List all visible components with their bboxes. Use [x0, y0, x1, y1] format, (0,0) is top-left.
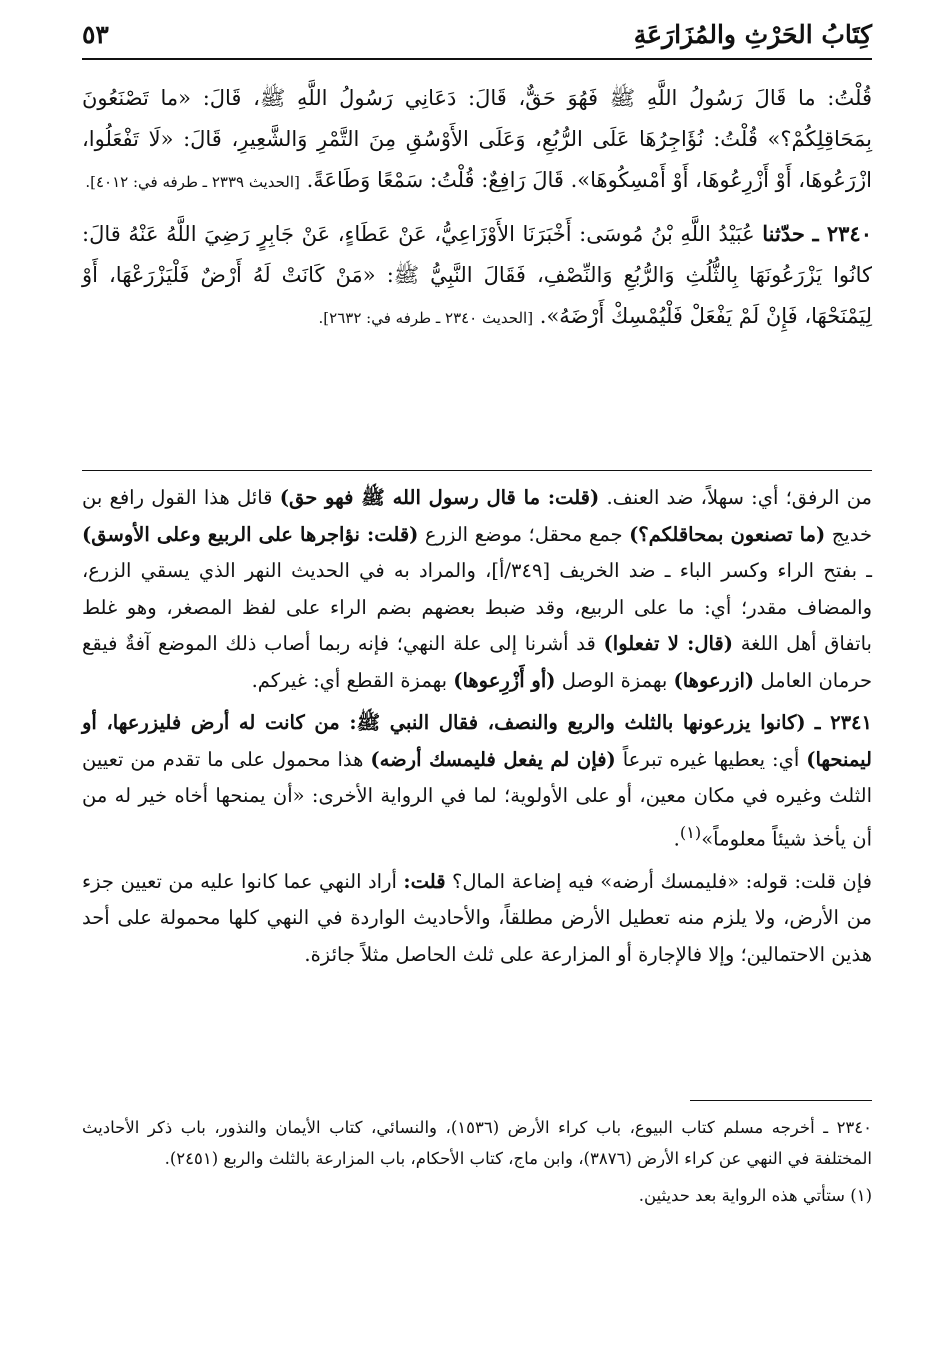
commentary-text: قائل هذا القول رافع بن خديج	[82, 486, 873, 546]
commentary-quote: (قلت: نؤاجرها على الربيع وعلى الأوسق)	[82, 522, 419, 546]
commentary-text: هذا محمول على ما تقدم من تعيين الثلث وغيره في مكان معين، أو على الأولوية؛ لما في الرواية الأخرى: «أن يمنحها أخاه خير له من أن يأخذ شيئاً معلوماً»	[82, 747, 872, 850]
commentary-text: من الرفق؛ أي: سهلاً، ضد العنف.	[606, 486, 872, 509]
commentary-text: .	[673, 827, 680, 850]
hadith-paragraph	[82, 78, 872, 203]
commentary-quote: (ازرعوها)	[673, 668, 755, 692]
hadith-number: ٢٣٤٠ ـ	[812, 221, 872, 246]
commentary-paragraph	[82, 705, 872, 858]
header-divider	[82, 58, 872, 60]
commentary-quote: (قال: لا تفعلوا)	[603, 632, 733, 655]
commentary-text: ـ بفتح الراء وكسر الباء ـ ضد الخريف [٣٤٩/أ]، والمراد به في الحديث النهر الذي يسقي الزرع، والمضاف مقدر؛ أي: ما على الربيع، وقد ضبط بعضهم بضم الراء على لفظ المصغر، وهو غلط باتفاق أهل اللغة	[82, 559, 872, 655]
footnote-marker[interactable]: (١)	[679, 822, 702, 842]
commentary-text: فإن قلت: قوله: «فليمسك أرضه» فيه إضاعة المال؟	[452, 869, 873, 893]
hadith-text	[82, 78, 872, 349]
commentary-divider	[82, 470, 872, 471]
hadith-reference: [الحديث ٢٣٤٠ ـ طرفه في: ٢٦٣٢].	[318, 309, 534, 327]
commentary-quote: قلت:	[403, 869, 446, 893]
commentary-quote: (أو أَزْرِعوها)	[453, 668, 556, 692]
commentary-text: بهمزة الوصل	[561, 668, 668, 692]
book-title: كِتَابُ الحَرْثِ والمُزَارَعَةِ	[633, 20, 872, 49]
commentary-text: قد أشرنا إلى علة النهي؛ فإنه ربما أصاب ذلك الموضع آفةٌ فيقع حرمان العامل	[82, 632, 872, 692]
commentary-quote: (ما تصنعون بمحاقلكم؟)	[629, 522, 826, 546]
hadith-text-body: قُلْتُ: ما قَالَ رَسُولُ اللَّهِ ﷺ فَهُوَ حَقٌّ، قَالَ: دَعَانِي رَسُولُ اللَّهِ ﷺ، قَالَ: «ما تَصْنَعُونَ بِمَحَاقِلِكُمْ؟» قُلْتُ: نُؤَاجِرُهَا عَلَى الرُّبُعِ، وَعَلَى الأَوْسُقِ مِنَ التَّمْرِ وَالشَّعِيرِ، قَالَ: «لَا تَفْعَلُوا، ازْرَعُوهَا، أَوْ أَزْرِعُوهَا، أَوْ أَمْسِكُوهَا». قَالَ رَافِعٌ: قُلْتُ: سَمْعًا وَطَاعَةً.	[82, 86, 872, 192]
commentary-quote: (فإن لم يفعل فليمسك أرضه)	[370, 747, 616, 771]
page-number: ٥٣	[82, 20, 109, 49]
footnote-divider	[690, 1100, 872, 1101]
commentary-text: أي: يعطيها غيره تبرعاً	[622, 747, 800, 771]
commentary-quote: (كانوا يزرعونها بالثلث والربع والنصف، فقال النبي ﷺ: من كانت له أرض فليزرعها، أو ليمنحها)	[82, 711, 872, 771]
hadith-paragraph	[82, 213, 872, 339]
commentary	[82, 480, 872, 979]
hadith-number: ٢٣٤١ ـ	[814, 711, 872, 734]
commentary-paragraph	[82, 480, 872, 699]
commentary-text: جمع محقل؛ موضع الزرع	[424, 522, 623, 546]
commentary-quote: (قلت: ما قال رسول الله ﷺ فهو حق)	[279, 486, 600, 509]
isnad-opening: حدّثنا	[762, 221, 805, 246]
hadith-reference: [الحديث ٢٣٣٩ ـ طرفه في: ٤٠١٢].	[85, 173, 300, 191]
commentary-paragraph	[82, 864, 872, 974]
footnote: (١) ستأتي هذه الرواية بعد حديثين.	[638, 1186, 872, 1205]
footnotes	[82, 1112, 872, 1217]
page-header	[82, 14, 872, 54]
footnote: ٢٣٤٠ ـ أخرجه مسلم كتاب البيوع، باب كراء الأرض (١٥٣٦)، والنسائي، كتاب الأيمان والنذور، باب ذكر الأحاديث المختلفة في النهي عن كراء الأرض (٣٨٧٦)، وابن ماج، كتاب الأحكام، باب المزارعة بالثلث والربع (٢٤٥١).	[82, 1118, 873, 1168]
hadith-text-body: عُبَيْدُ اللَّهِ بْنُ مُوسَى: أَخْبَرَنَا الأَوْزَاعِيُّ، عَنْ عَطَاءٍ، عَنْ جَابِرٍ رَضِيَ اللَّهُ عَنْهُ قالَ: كانُوا يَزْرَعُونَهَا بِالثُّلُثِ وَالرُّبُعِ وَالنِّصْفِ، فَقَالَ النَّبِيُّ ﷺ: «مَنْ كَانَتْ لَهُ أَرْضٌ فَلْيَزْرَعْهَا، أَوْ لِيَمْنَحْهَا، فَإِنْ لَمْ يَفْعَلْ فَلْيُمْسِكْ أَرْضَهُ».	[82, 222, 872, 328]
commentary-text: أراد النهي عما كانوا عليه من تعيين جزء من الأرض، ولا يلزم منه تعطيل الأرض مطلقاً، والأحاديث الواردة في النهي كلها محمولة على أحد هذين الاحتمالين؛ وإلا فالإجارة أو المزارعة على ثلث الحاصل مثلاً جائزة.	[82, 869, 872, 966]
commentary-text: بهمزة القطع أي: غيركم.	[251, 668, 448, 692]
